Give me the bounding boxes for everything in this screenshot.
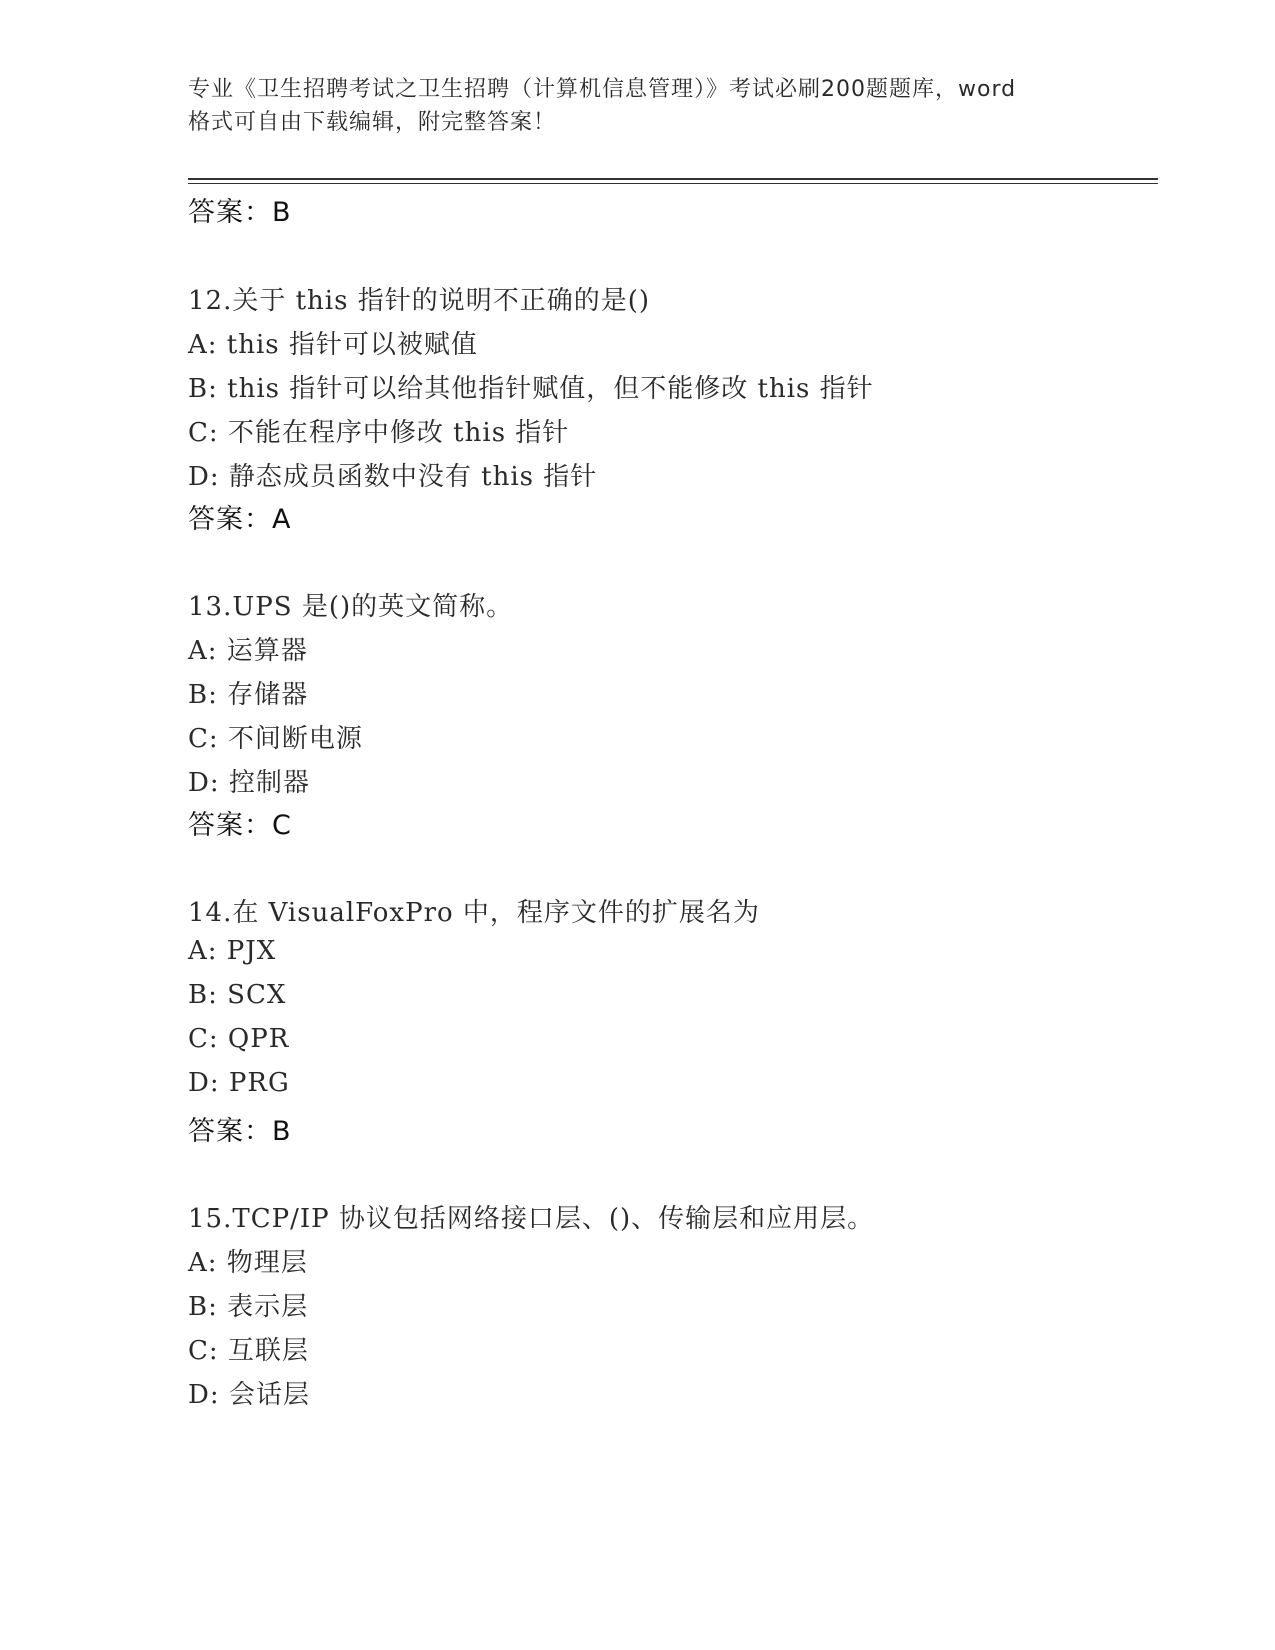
option-a: A: 物理层 <box>188 1248 308 1278</box>
question-stem: 15.TCP/IP 协议包括网络接口层、()、传输层和应用层。 <box>188 1204 875 1234</box>
question-stem: 12.关于 this 指针的说明不正确的是() <box>188 286 651 316</box>
option-a: A: this 指针可以被赋值 <box>188 330 478 360</box>
answer: 答案：A <box>188 504 292 535</box>
document-header <box>188 73 1088 139</box>
option-d: D: 控制器 <box>188 768 310 798</box>
option-b: B: SCX <box>188 980 287 1010</box>
header-rule-thin <box>188 183 1158 184</box>
option-c: C: 不间断电源 <box>188 724 363 754</box>
option-c: C: 不能在程序中修改 this 指针 <box>188 418 570 448</box>
option-c: C: 互联层 <box>188 1336 309 1366</box>
option-c: C: QPR <box>188 1024 290 1054</box>
header-line-2: 格式可自由下载编辑，附完整答案！ <box>188 110 557 135</box>
question-stem: 13.UPS 是()的英文简称。 <box>188 592 514 622</box>
header-line-1: 专业《卫生招聘考试之卫生招聘（计算机信息管理）》考试必刷200题题库，word <box>188 77 1017 102</box>
header-rule <box>188 178 1158 180</box>
option-d: D: 静态成员函数中没有 this 指针 <box>188 462 598 492</box>
option-b: B: 存储器 <box>188 680 309 710</box>
previous-answer: 答案：B <box>188 197 292 228</box>
option-b: B: this 指针可以给其他指针赋值，但不能修改 this 指针 <box>188 374 874 404</box>
option-d: D: 会话层 <box>188 1380 310 1410</box>
option-a: A: PJX <box>188 936 277 966</box>
option-a: A: 运算器 <box>188 636 308 666</box>
option-b: B: 表示层 <box>188 1292 309 1322</box>
question-stem: 14.在 VisualFoxPro 中，程序文件的扩展名为 <box>188 898 760 928</box>
answer: 答案：C <box>188 810 292 841</box>
option-d: D: PRG <box>188 1068 290 1098</box>
answer: 答案：B <box>188 1116 292 1147</box>
